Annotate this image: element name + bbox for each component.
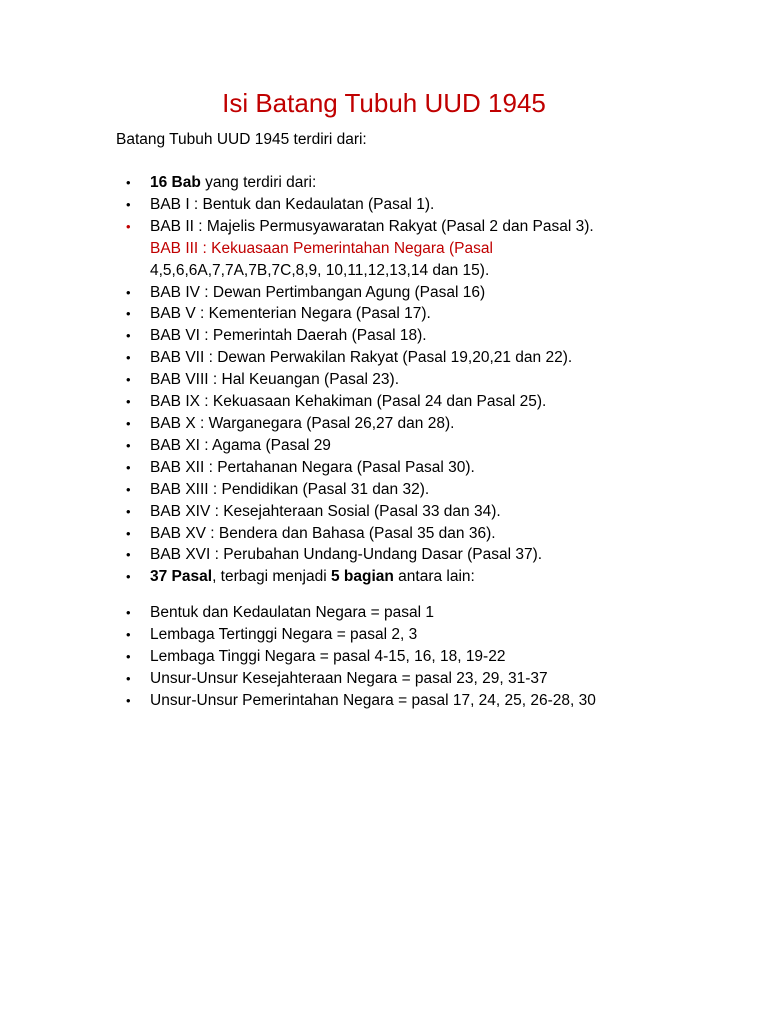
- bullet-icon: •: [126, 481, 131, 497]
- list-item-text: Lembaga Tertinggi Negara = pasal 2, 3: [150, 625, 418, 643]
- list-item: [126, 391, 594, 413]
- list-item-text: BAB XII : Pertahanan Negara (Pasal Pasal 30).: [150, 458, 475, 476]
- list-item-text: BAB V : Kementerian Negara (Pasal 17).: [150, 305, 431, 323]
- bullet-icon: •: [126, 175, 131, 190]
- list-item-highlighted: [126, 238, 594, 282]
- bullet-icon: •: [126, 306, 131, 322]
- bullet-icon: •: [126, 437, 131, 453]
- intro-text: Batang Tubuh UUD 1945 terdiri dari:: [116, 131, 367, 148]
- list-item: [126, 690, 596, 712]
- bullet-icon: •: [126, 218, 131, 234]
- bullet-icon: •: [126, 350, 131, 366]
- list-item: [126, 413, 594, 435]
- pasal-text: , terbagi menjadi: [212, 568, 331, 586]
- list-item: [126, 303, 594, 325]
- bab-list: [126, 172, 594, 588]
- list-item: [126, 457, 594, 479]
- list-item-text: BAB XV : Bendera dan Bahasa (Pasal 35 dan 36).: [150, 524, 496, 542]
- list-item-text: BAB XI : Agama (Pasal 29: [150, 436, 331, 454]
- bullet-icon: •: [126, 605, 131, 620]
- bullet-icon: •: [126, 372, 131, 388]
- list-item-16-bab: [126, 172, 594, 194]
- bullet-icon: •: [126, 196, 131, 212]
- list-item-text: BAB VI : Pemerintah Daerah (Pasal 18).: [150, 327, 427, 345]
- list-item: [126, 325, 594, 347]
- list-item-text-continued: 4,5,6,6A,7,7A,7B,7C,8,9, 10,11,12,13,14 dan 15).: [150, 261, 490, 279]
- list-item-text: BAB X : Warganegara (Pasal 26,27 dan 28).: [150, 414, 455, 432]
- list-item: [126, 369, 594, 391]
- list-item: [126, 544, 594, 566]
- list-item: [126, 347, 594, 369]
- list-item-text-red: BAB III : Kekuasaan Pemerintahan Negara (Pasal: [150, 239, 493, 257]
- list-item: [126, 479, 594, 501]
- list-item-text: BAB VII : Dewan Perwakilan Rakyat (Pasal 19,20,21 dan 22).: [150, 349, 573, 367]
- list-item-text: Lembaga Tinggi Negara = pasal 4-15, 16, 18, 19-22: [150, 647, 506, 665]
- bullet-icon: •: [126, 626, 131, 642]
- list-item-text: BAB II : Majelis Permusyawaratan Rakyat (Pasal 2 dan Pasal 3).: [150, 217, 594, 235]
- bagian-list: [126, 602, 596, 712]
- pasal-text-end: antara lain:: [393, 568, 475, 586]
- bullet-icon: •: [126, 328, 131, 344]
- list-item: [126, 194, 594, 216]
- list-item: [126, 282, 594, 304]
- list-item-text: Unsur-Unsur Pemerintahan Negara = pasal 17, 24, 25, 26-28, 30: [150, 691, 596, 709]
- pasal-count: 37 Pasal: [150, 568, 213, 586]
- list-item: [126, 435, 594, 457]
- list-item-text: BAB XIV : Kesejahteraan Sosial (Pasal 33 dan 34).: [150, 502, 501, 520]
- bullet-icon: •: [126, 459, 131, 475]
- list-item: [126, 523, 594, 545]
- bullet-icon: •: [126, 284, 131, 300]
- list-item: [126, 216, 594, 238]
- bagian-count: 5 bagian: [330, 568, 394, 586]
- list-item-text: BAB XVI : Perubahan Undang-Undang Dasar (Pasal 37).: [150, 546, 543, 564]
- bullet-icon: •: [126, 569, 131, 585]
- document-title: Isi Batang Tubuh UUD 1945: [222, 88, 546, 118]
- list-item-text: BAB I : Bentuk dan Kedaulatan (Pasal 1).: [150, 195, 435, 213]
- list-item-text: BAB XIII : Pendidikan (Pasal 31 dan 32).: [150, 480, 430, 498]
- bullet-icon: •: [126, 394, 131, 410]
- list-item-text: Unsur-Unsur Kesejahteraan Negara = pasal 23, 29, 31-37: [150, 669, 548, 687]
- list-item: [126, 624, 596, 646]
- list-item: [126, 501, 594, 523]
- bullet-icon: •: [126, 415, 131, 431]
- bab-count: 16 Bab: [150, 174, 201, 191]
- list-item: [126, 602, 596, 624]
- bullet-icon: •: [126, 670, 131, 686]
- list-item-37-pasal: [126, 566, 594, 588]
- bullet-icon: •: [126, 648, 131, 664]
- list-item: [126, 646, 596, 668]
- list-item-text: BAB VIII : Hal Keuangan (Pasal 23).: [150, 371, 399, 389]
- bab-count-text: yang terdiri dari:: [200, 174, 317, 191]
- bullet-icon: •: [126, 692, 131, 708]
- bullet-icon: •: [126, 547, 131, 563]
- list-item-text: Bentuk dan Kedaulatan Negara = pasal 1: [150, 604, 434, 621]
- bullet-icon: •: [126, 525, 131, 541]
- list-item: [126, 668, 596, 690]
- list-item-text: BAB IX : Kekuasaan Kehakiman (Pasal 24 dan Pasal 25).: [150, 393, 547, 411]
- list-item-text: BAB IV : Dewan Pertimbangan Agung (Pasal 16): [150, 283, 486, 301]
- bullet-icon: •: [126, 503, 131, 519]
